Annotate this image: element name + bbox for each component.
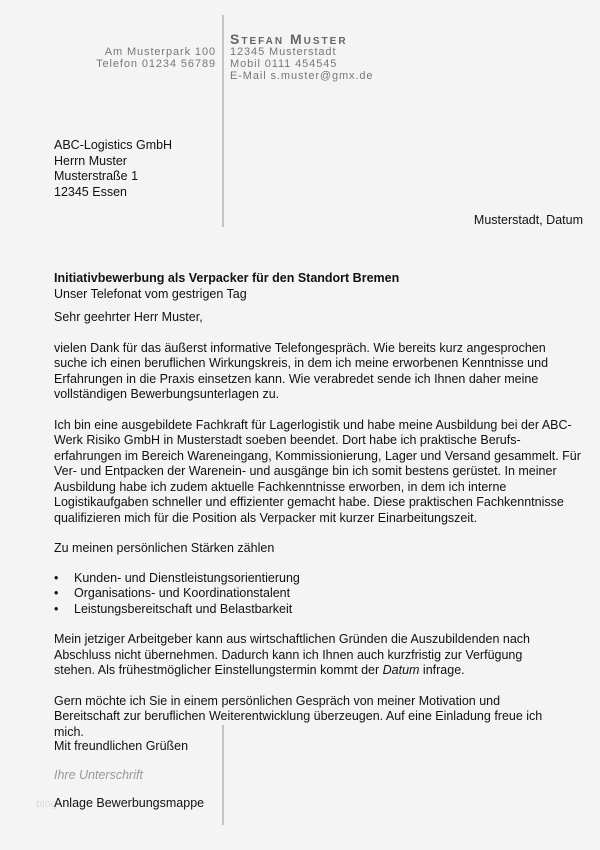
paragraph-2: Ich bin eine ausgebildete Fachkraft für Lagerlogistik und habe meine Ausbildung bei der ABC-Werk Risiko GmbH in Musterstadt soeben beendet. Dort habe ich praktische Berufs-erfahrungen im Bereich Wareneingang, Kommissionierung, Lager und Versand gesammelt. Für Ver- und Entpacken der Warenein- und ausgänge bin ich somit bestens gerüstet. In meiner Ausbildung habe ich zudem aktuelle Fachkenntnisse erworben, in dem ich interne Logistikaufgaben schneller und effizienter gemacht habe. Diese praktischen Fachkenntnisse qualifizieren mich für die Position als Verpacker mit kurzer Einarbeitungszeit. bbox=[54, 417, 581, 525]
recipient-city: 12345 Essen bbox=[54, 184, 127, 199]
signature: Ihre Unterschrift bbox=[54, 768, 143, 782]
sender-street: Am Musterpark 100 bbox=[104, 46, 216, 58]
sender-email: E-Mail s.muster@gmx.de bbox=[230, 70, 374, 82]
recipient-company: ABC-Logistics GmbH bbox=[54, 138, 173, 152]
sender-left bbox=[96, 46, 216, 70]
recipient-name: Herrn Muster bbox=[54, 153, 127, 168]
watermark: blog bbox=[36, 798, 57, 810]
list-item: • Kunden- und Dienstleistungsorientierung bbox=[74, 571, 584, 587]
paragraph-3: Zu meinen persönlichen Stärken zählen bbox=[54, 541, 275, 555]
place-date: Musterstadt, Datum bbox=[473, 213, 583, 227]
sender-mobile: Mobil 0111 454545 bbox=[230, 58, 338, 70]
list-item: • Leistungsbereitschaft und Belastbarkeit bbox=[74, 602, 584, 618]
divider-top bbox=[222, 15, 224, 227]
divider-bottom bbox=[222, 725, 224, 825]
strengths-list bbox=[54, 571, 584, 618]
closing: Mit freundlichen Grüßen bbox=[54, 739, 189, 753]
paragraph-4-text: Mein jetziger Arbeitgeber kann aus wirtschaftlichen Gründen die Auszubildenden nach Abschluss nicht übernehmen. Dadurch kann ich Ihnen auch kurzfristig zur Verfügung stehen. Als frühestmöglicher Einstellungstermin kommt der bbox=[54, 632, 530, 677]
sender-name: Stefan Muster bbox=[230, 31, 348, 47]
recipient-street: Musterstraße 1 bbox=[54, 169, 139, 183]
sender-city: 12345 Musterstadt bbox=[230, 46, 337, 58]
date-placeholder: Datum bbox=[382, 663, 420, 677]
attachment: Anlage Bewerbungsmappe bbox=[54, 796, 205, 810]
sender-phone: Telefon 01234 56789 bbox=[96, 58, 216, 70]
letter-body bbox=[54, 271, 584, 740]
salutation: Sehr geehrter Herr Muster, bbox=[54, 310, 203, 324]
paragraph-1: vielen Dank für das äußerst informative Telefongespräch. Wie bereits kurz angesprochen suche ich einen beruflichen Wirkungskreis, in dem ich meine erworbenen Kenntnisse und Erfahrungen in die Praxis einsetzen kann. Wie verabredet sende ich Ihnen daher meine vollständigen Bewerbungsunterlagen zu. bbox=[54, 340, 549, 401]
paragraph-4 bbox=[54, 632, 549, 679]
subject: Initiativbewerbung als Verpacker für den Standort Bremen bbox=[54, 271, 400, 285]
list-item: • Organisations- und Koordinationstalent bbox=[74, 586, 584, 602]
sender-right bbox=[230, 46, 373, 82]
paragraph-4-end: infrage. bbox=[419, 663, 465, 677]
paragraph-5: Gern möchte ich Sie in einem persönlichen Gespräch von meiner Motivation und Bereitschaft zur beruflichen Weiterentwicklung überzeugen. Auf eine Einladung freue ich mich. bbox=[54, 693, 543, 739]
reference: Unser Telefonat vom gestrigen Tag bbox=[54, 286, 247, 301]
recipient-address bbox=[54, 138, 172, 200]
